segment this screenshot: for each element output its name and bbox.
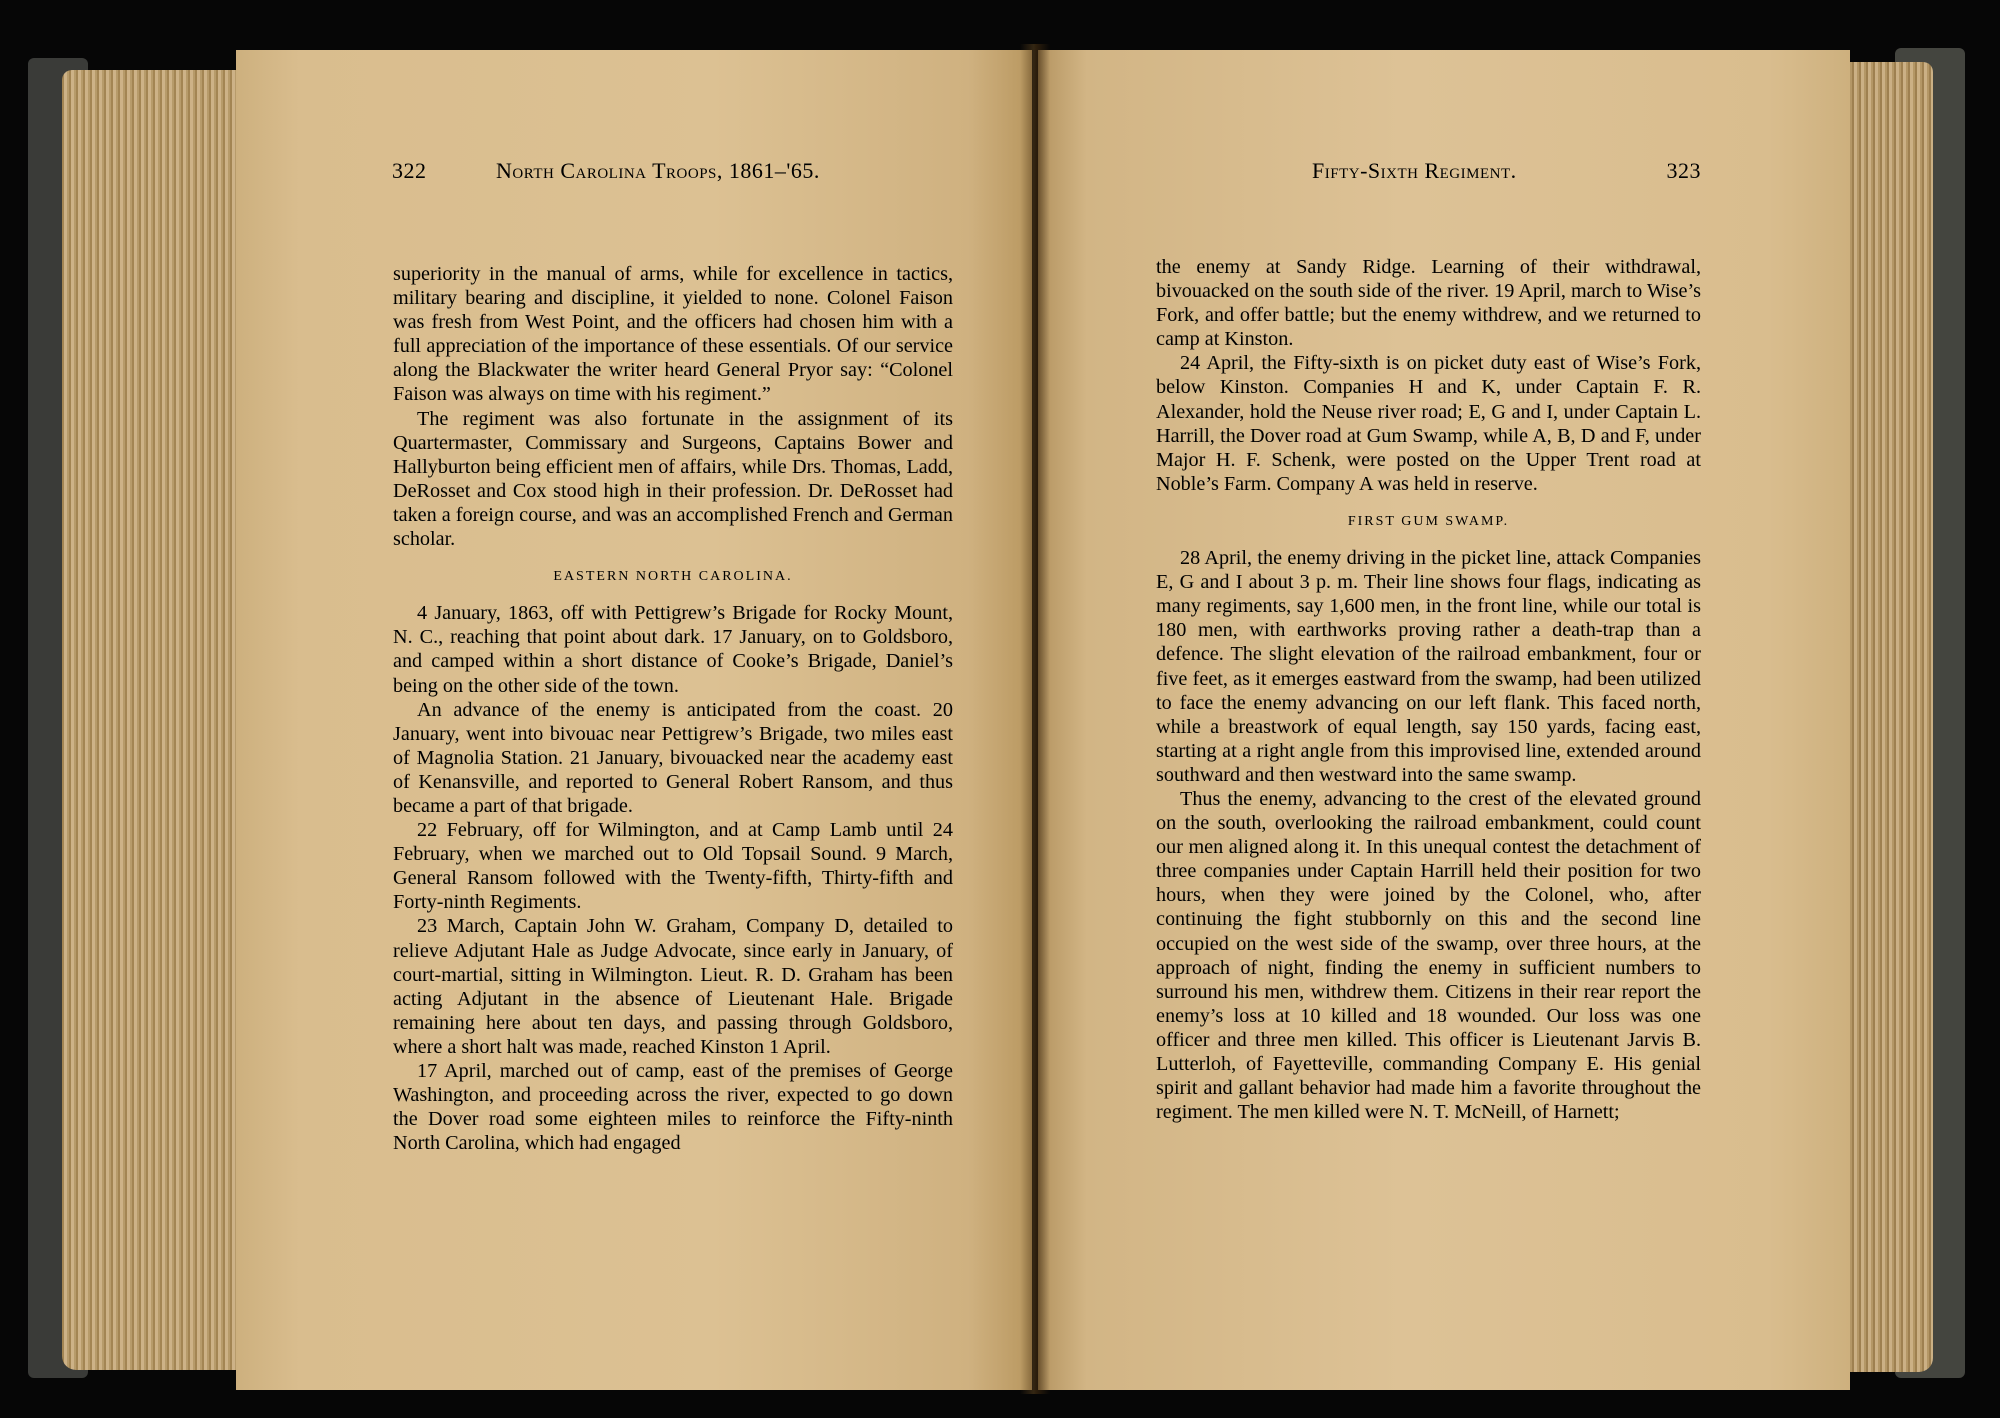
paragraph: An advance of the enemy is anticipated from the coast. 20 January, went into bivouac near Pettigrew’s Brigade, two miles east of Magnolia Station. 21 January, bivouacked near the academy east of Kenansville, and reported to General Robert Ransom, and thus became a part of that brigade. — [393, 698, 953, 817]
paragraph: Thus the enemy, advancing to the crest of the elevated ground on the south, overlooking the railroad embankment, could count our men aligned along it. In this unequal contest the detachment of three companies under Captain Harrill held their position for two hours, when they were joined by the Colonel, who, after continuing the fight stubbornly on this and the second line occupied on the west side of the swamp, over three hours, at the approach of night, finding the enemy in sufficient numbers to surround his men, withdrew them. Citizens in their rear report the enemy’s loss at 10 killed and 18 wounded. Our loss was one officer and three men killed. This officer is Lieutenant Jarvis B. Lutterloh, of Fayetteville, commanding Company E. His genial spirit and gallant behavior had made him a favorite throughout the regiment. The men killed were N. T. McNeill, of Harnett; — [1156, 787, 1701, 1124]
paragraph: 28 April, the enemy driving in the picket line, attack Companies E, G and I about 3 p. m. Their line shows four flags, indicating as many regiments, say 1,600 men, in the front line, while our total is 180 men, with earthworks proving rather a death-trap than a defence. The slight elevation of the railroad embankment, four or five feet, as it emerges eastward from the swamp, had been utilized to face the enemy advancing on our left flank. This faced north, while a breastwork of equal length, say 150 yards, facing east, starting at a right angle from this improvised line, extended around southward and then westward into the same swamp. — [1156, 547, 1701, 786]
right-running-title: Fifty-Sixth Regiment. — [1312, 158, 1517, 183]
right-page-edges — [1845, 62, 1933, 1372]
section-heading: EASTERN NORTH CAROLINA. — [553, 569, 793, 585]
right-page-number: 323 — [1666, 158, 1701, 183]
paragraph: 22 February, off for Wilmington, and at Camp Lamb until 24 February, when we marched out to Old Topsail Sound. 9 March, General Ransom followed with the Twenty-fifth, Thirty-fifth and Forty-ninth Regiments. — [393, 819, 953, 914]
left-page-number: 322 — [392, 158, 427, 183]
book-gutter — [1020, 44, 1050, 1394]
paragraph: 4 January, 1863, off with Pettigrew’s Brigade for Rocky Mount, N. C., reaching that point about dark. 17 January, on to Goldsboro, and camped within a short distance of Cooke’s Brigade, Daniel’s being on the other side of the town. — [393, 602, 953, 697]
paragraph: 17 April, marched out of camp, east of the premises of George Washington, and proceeding across the river, expected to go down the Dover road some eighteen miles to reinforce the Fifty-ninth North Carolina, which had engaged — [393, 1060, 953, 1155]
section-heading: FIRST GUM SWAMP. — [1347, 513, 1510, 529]
right-page-text — [1156, 255, 1701, 1124]
right-running-head — [1156, 158, 1701, 194]
paragraph: the enemy at Sandy Ridge. Learning of their withdrawal, bivouacked on the south side of the river. 19 April, march to Wise’s Fork, and offer battle; but the enemy withdrew, and we returned to camp at Kinston. — [1156, 256, 1701, 351]
left-running-title: North Carolina Troops, 1861–'65. — [496, 158, 820, 183]
left-running-head — [392, 158, 952, 194]
left-page-edges — [62, 70, 242, 1370]
paragraph: 24 April, the Fifty-sixth is on picket duty east of Wise’s Fork, below Kinston. Companies H and K, under Captain F. R. Alexander, hold the Neuse river road; E, G and I, under Captain L. Harrill, the Dover road at Gum Swamp, while A, B, D and F, under Major H. F. Schenk, were posted on the Upper Trent road at Noble’s Farm. Company A was held in reserve. — [1156, 352, 1701, 495]
paragraph: superiority in the manual of arms, while for excellence in tactics, military bearing and discipline, it yielded to none. Colonel Faison was fresh from West Point, and the officers had chosen him with a full appreciation of the importance of these essentials. Of our service along the Blackwater the writer heard General Pryor say: “Colonel Faison was always on time with his regiment.” — [393, 263, 953, 406]
paragraph: The regiment was also fortunate in the assignment of its Quartermaster, Commissary and Surgeons, Captains Bower and Hallyburton being efficient men of affairs, while Drs. Thomas, Ladd, DeRosset and Cox stood high in their profession. Dr. DeRosset had taken a foreign course, and was an accomplished French and German scholar. — [393, 407, 953, 551]
left-page-text — [393, 262, 953, 1155]
paragraph: 23 March, Captain John W. Graham, Company D, detailed to relieve Adjutant Hale as Judge Advocate, since early in January, of court-martial, sitting in Wilmington. Lieut. R. D. Graham has been acting Adjutant in the absence of Lieutenant Hale. Brigade remaining here about ten days, and passing through Goldsboro, where a short halt was made, reached Kinston 1 April. — [393, 915, 953, 1058]
